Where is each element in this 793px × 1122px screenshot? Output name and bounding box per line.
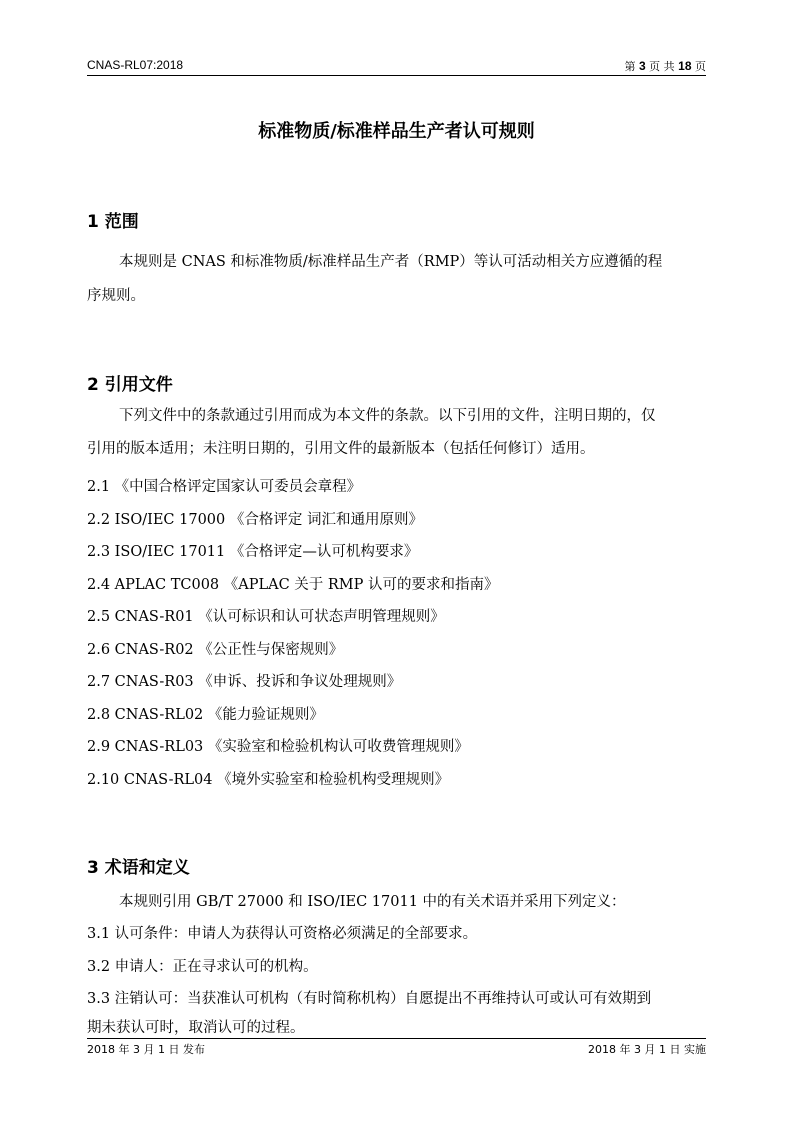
page-footer bbox=[87, 1041, 706, 1055]
effective-date: 2018 年 3 月 1 日 实施 bbox=[588, 1043, 706, 1056]
total-pages: 18 bbox=[678, 59, 692, 73]
reference-item: 2.1 《中国合格评定国家认可委员会章程》 bbox=[87, 479, 362, 495]
section-heading-scope: 1 范围 bbox=[87, 212, 139, 232]
references-intro-line-2: 引用的版本适用；未注明日期的，引用文件的最新版本（包括任何修订）适用。 bbox=[87, 441, 595, 457]
reference-item: 2.4 APLAC TC008 《APLAC 关于 RMP 认可的要求和指南》 bbox=[87, 577, 499, 593]
reference-item: 2.5 CNAS-R01 《认可标识和认可状态声明管理规则》 bbox=[87, 609, 445, 625]
page-number: 第 3 页 共 18 页 bbox=[624, 59, 706, 73]
definition-line: 3.3 注销认可：当获准认可机构（有时简称机构）自愿提出不再维持认可或认可有效期到 bbox=[87, 991, 652, 1007]
reference-item: 2.9 CNAS-RL03 《实验室和检验机构认可收费管理规则》 bbox=[87, 739, 469, 755]
footer-rule bbox=[87, 1038, 706, 1039]
reference-item: 2.7 CNAS-R03 《申诉、投诉和争议处理规则》 bbox=[87, 674, 402, 690]
reference-item: 2.10 CNAS-RL04 《境外实验室和检验机构受理规则》 bbox=[87, 772, 450, 788]
scope-line-1: 本规则是 CNAS 和标准物质/标准样品生产者（RMP）等认可活动相关方应遵循的程 bbox=[119, 254, 663, 270]
definition-line: 3.2 申请人：正在寻求认可的机构。 bbox=[87, 959, 318, 975]
reference-item: 2.2 ISO/IEC 17000 《合格评定 词汇和通用原则》 bbox=[87, 512, 423, 528]
current-page: 3 bbox=[638, 59, 646, 73]
definition-line: 3.1 认可条件：申请人为获得认可资格必须满足的全部要求。 bbox=[87, 926, 478, 942]
section-heading-terms: 3 术语和定义 bbox=[87, 858, 190, 878]
document-title: 标准物质/标准样品生产者认可规则 bbox=[258, 121, 535, 142]
reference-item: 2.6 CNAS-R02 《公正性与保密规则》 bbox=[87, 642, 344, 658]
publish-date: 2018 年 3 月 1 日 发布 bbox=[87, 1043, 205, 1056]
scope-line-2: 序规则。 bbox=[87, 288, 145, 304]
definition-line: 期未获认可时，取消认可的过程。 bbox=[87, 1020, 305, 1036]
references-intro-line-1: 下列文件中的条款通过引用而成为本文件的条款。以下引用的文件，注明日期的，仅 bbox=[119, 408, 656, 424]
terms-intro: 本规则引用 GB/T 27000 和 ISO/IEC 17011 中的有关术语并采用下列定义： bbox=[119, 894, 626, 910]
section-heading-references: 2 引用文件 bbox=[87, 375, 173, 395]
reference-item: 2.8 CNAS-RL02 《能力验证规则》 bbox=[87, 707, 324, 723]
page-header bbox=[87, 58, 706, 72]
reference-item: 2.3 ISO/IEC 17011 《合格评定—认可机构要求》 bbox=[87, 544, 419, 560]
header-rule bbox=[87, 75, 706, 76]
document-code: CNAS-RL07:2018 bbox=[87, 58, 184, 72]
